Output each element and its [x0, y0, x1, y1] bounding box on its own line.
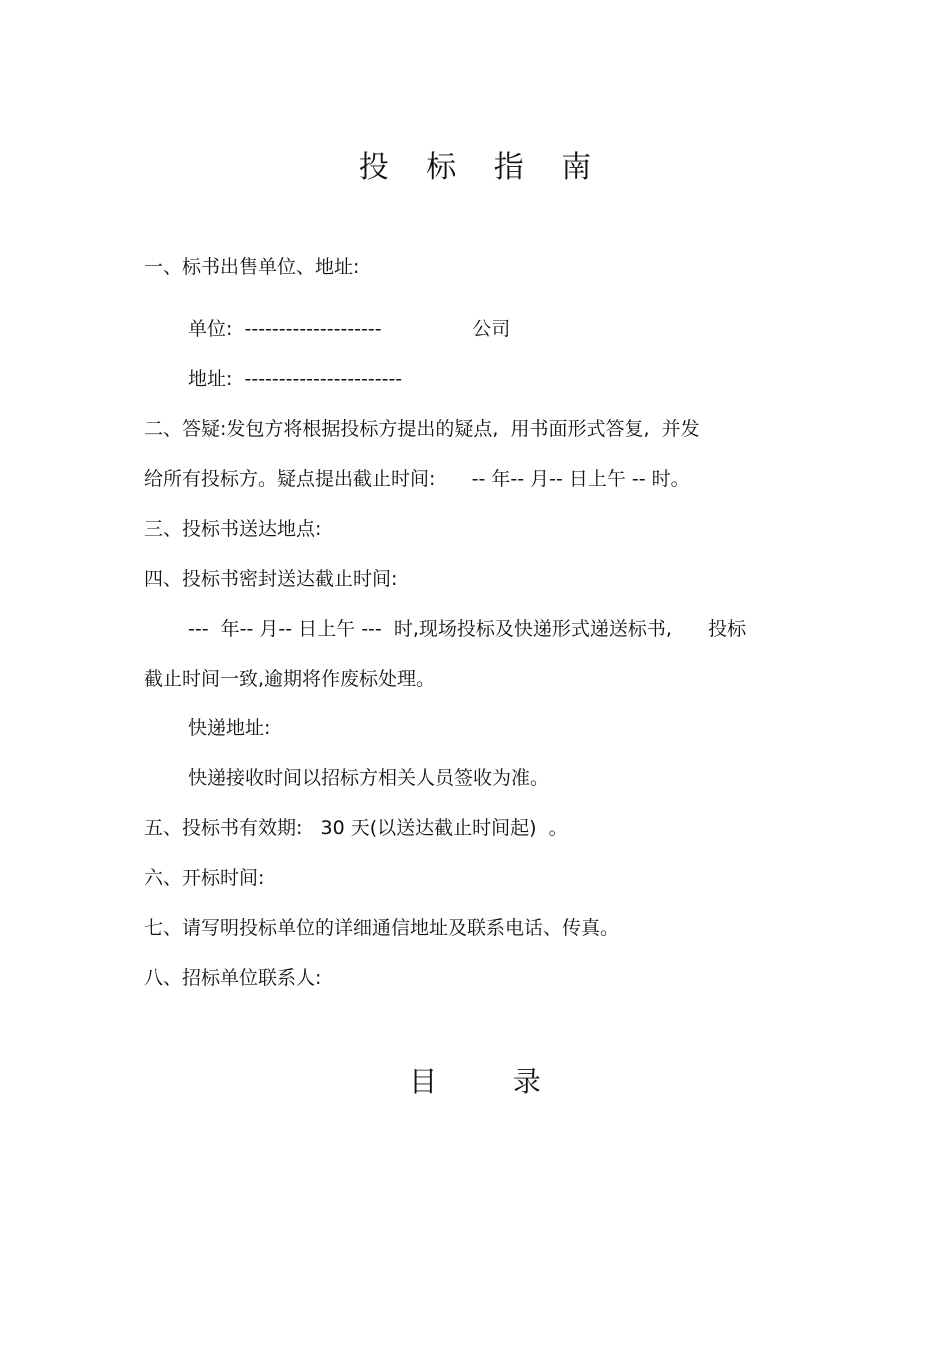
section-1-heading: 一、标书出售单位、地址:	[144, 256, 360, 278]
section-4-line-2: 截止时间一致,逾期将作废标处理。	[144, 668, 436, 690]
section-6: 六、开标时间:	[144, 867, 265, 889]
section-4-heading: 四、投标书密封送达截止时间:	[144, 568, 398, 590]
section-5: 五、投标书有效期: 30 天(以送达截止时间起) 。	[144, 817, 568, 839]
section-7: 七、请写明投标单位的详细通信地址及联系电话、传真。	[144, 917, 620, 939]
section-1-unit: 单位: -------------------- 公司	[188, 318, 511, 340]
section-4-express-address: 快递地址:	[188, 717, 271, 739]
section-2-line-1: 二、答疑:发包方将根据投标方提出的疑点, 用书面形式答复, 并发	[144, 418, 700, 440]
section-4-express-note: 快递接收时间以招标方相关人员签收为准。	[188, 767, 550, 789]
table-of-contents-title	[0, 1060, 950, 1100]
section-8: 八、招标单位联系人:	[144, 967, 322, 989]
section-2-line-2: 给所有投标方。疑点提出截止时间: -- 年-- 月-- 日上午 -- 时。	[144, 468, 690, 490]
section-3-heading: 三、投标书送达地点:	[144, 518, 322, 540]
section-1-address: 地址: -----------------------	[188, 368, 403, 390]
section-4-line-1: --- 年-- 月-- 日上午 --- 时,现场投标及快递形式递送标书, 投标	[188, 618, 747, 640]
page-title: 投 标 指 南	[358, 150, 606, 185]
toc-title-char-1: 目	[409, 1065, 438, 1098]
toc-title-char-2: 录	[512, 1065, 541, 1098]
